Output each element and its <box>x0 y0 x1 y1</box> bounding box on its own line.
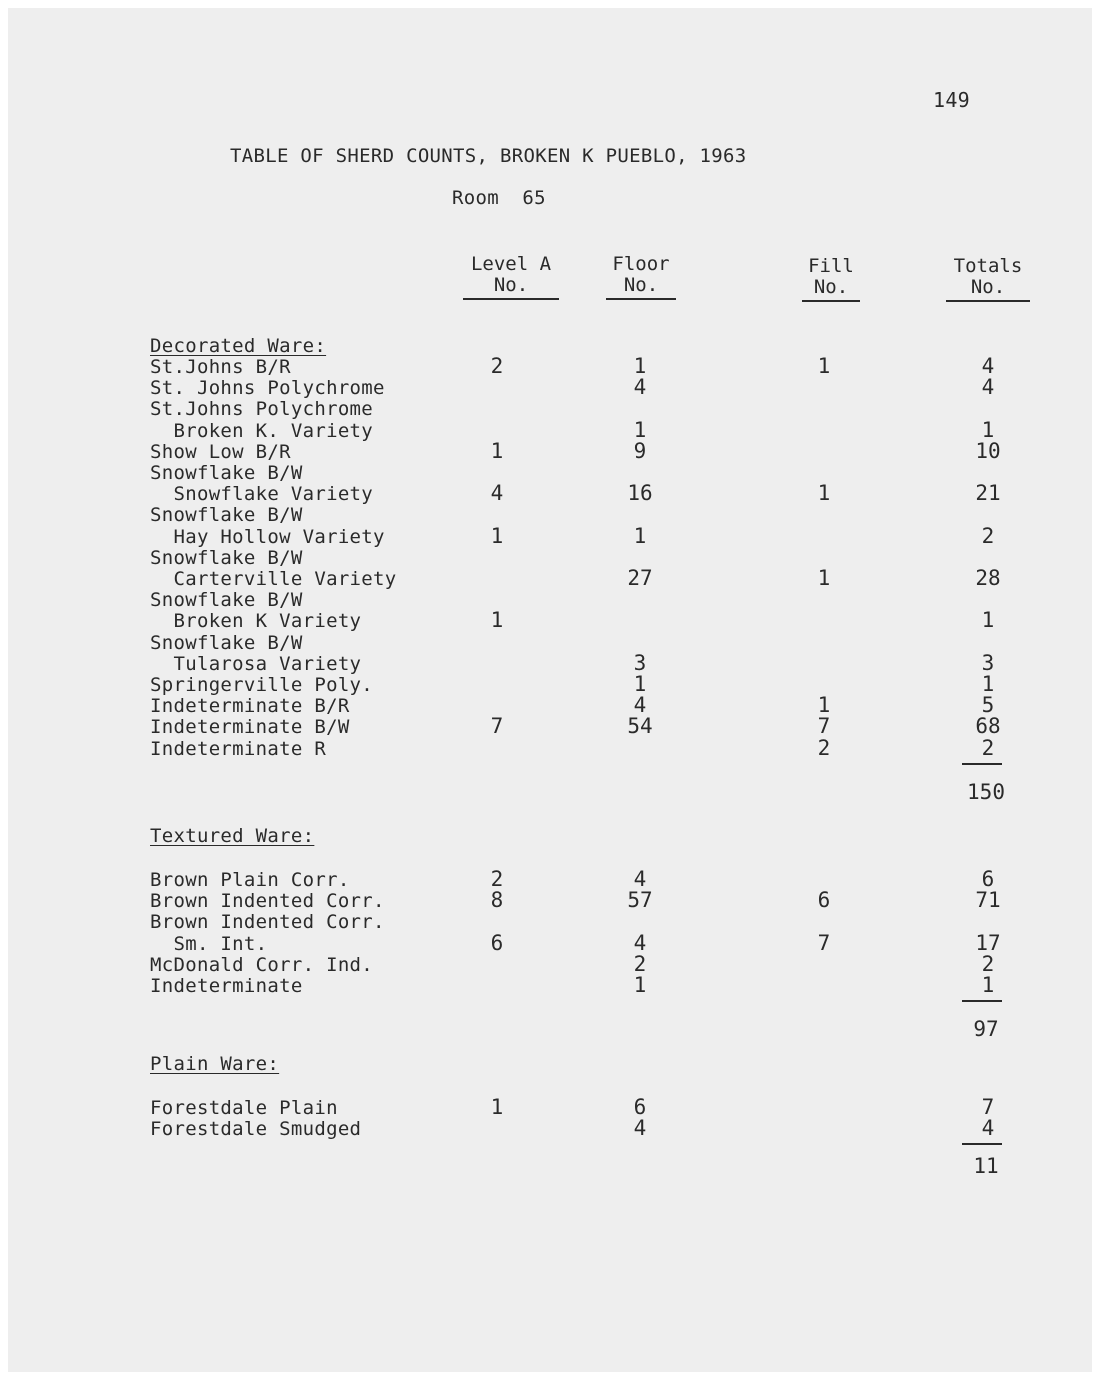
row-label: Indeterminate B/W <box>150 716 350 739</box>
fill-count: 2 <box>817 735 831 760</box>
row-label: Indeterminate B/R <box>150 695 350 718</box>
column-header-floor <box>606 254 676 300</box>
floor-count: 1 <box>633 672 647 696</box>
level-a-count: 4 <box>490 481 504 506</box>
row-total: 71 <box>975 888 1001 913</box>
row-label: St.Johns Polychrome <box>150 398 374 421</box>
floor-count: 1 <box>633 354 647 378</box>
floor-count: 4 <box>633 693 647 718</box>
fill-count: 1 <box>817 481 831 506</box>
row-label: Indeterminate <box>150 975 303 997</box>
level-a-count: 2 <box>490 867 504 891</box>
row-total: 28 <box>975 566 1001 590</box>
row-label: Brown Plain Corr. <box>150 869 350 891</box>
row-total: 1 <box>981 672 995 696</box>
floor-count: 4 <box>633 930 647 955</box>
row-total: 17 <box>975 930 1001 955</box>
floor-count: 16 <box>627 481 653 506</box>
column-label: Level A <box>470 253 552 275</box>
room-label: Room 65 <box>452 187 546 209</box>
row-total: 1 <box>981 417 995 442</box>
row-label: Broken K. Variety <box>150 419 374 442</box>
sum-rule <box>962 1000 1002 1002</box>
column-label: Totals <box>953 255 1023 277</box>
level-a-count: 1 <box>490 608 504 633</box>
column-sublabel: No. <box>802 277 860 302</box>
page-number: 149 <box>933 88 971 112</box>
row-label: Indeterminate R <box>150 737 327 760</box>
row-label: Broken K Variety <box>150 610 362 633</box>
column-sublabel: No. <box>463 275 559 300</box>
floor-count: 27 <box>627 566 653 590</box>
section-heading: Decorated Ware: <box>150 335 327 357</box>
row-label: Forestdale Plain <box>150 1097 338 1119</box>
floor-count: 3 <box>633 650 647 675</box>
row-label: Snowflake B/W <box>150 546 303 569</box>
row-total: 3 <box>981 650 995 675</box>
row-label: Tularosa Variety <box>150 652 362 675</box>
level-a-count: 1 <box>490 1095 504 1119</box>
row-label: Snowflake Variety <box>150 483 374 506</box>
level-a-count: 7 <box>490 714 504 739</box>
row-label: Springerville Poly. <box>150 674 374 696</box>
floor-count: 6 <box>633 1095 647 1119</box>
row-label: Brown Indented Corr. <box>150 890 385 913</box>
column-header-level-a <box>463 254 559 300</box>
row-label: St.Johns B/R <box>150 356 291 378</box>
row-label: Hay Hollow Variety <box>150 525 385 548</box>
level-a-count: 6 <box>490 930 504 955</box>
section-heading: Textured Ware: <box>150 825 315 847</box>
column-label: Fill <box>808 255 854 277</box>
floor-count: 9 <box>633 438 647 463</box>
row-total: 2 <box>981 951 995 976</box>
row-total: 2 <box>981 523 995 548</box>
row-total: 4 <box>981 1116 995 1141</box>
fill-count: 6 <box>817 888 831 913</box>
row-total: 1 <box>981 608 995 633</box>
floor-count: 57 <box>627 888 653 913</box>
row-label: Show Low B/R <box>150 440 291 463</box>
floor-count: 4 <box>633 1116 647 1141</box>
row-label: Snowflake B/W <box>150 589 303 612</box>
floor-count: 54 <box>627 714 653 739</box>
row-label: Forestdale Smudged <box>150 1118 362 1141</box>
sum-rule <box>962 763 1002 765</box>
row-label: Carterville Variety <box>150 568 397 590</box>
level-a-count: 8 <box>490 888 504 913</box>
row-total: 6 <box>981 867 995 891</box>
row-total: 7 <box>981 1095 995 1119</box>
row-label: Brown Indented Corr. <box>150 911 385 934</box>
section-heading: Plain Ware: <box>150 1053 280 1075</box>
row-total: 10 <box>975 438 1001 463</box>
section-sum: 97 <box>973 1017 999 1042</box>
row-total: 4 <box>981 375 995 400</box>
column-header-totals <box>946 256 1030 302</box>
row-total: 68 <box>975 714 1001 739</box>
column-header-fill <box>802 256 860 302</box>
level-a-count: 1 <box>490 438 504 463</box>
fill-count: 1 <box>817 566 831 590</box>
row-total: 2 <box>981 735 995 760</box>
fill-count: 1 <box>817 693 831 718</box>
floor-count: 1 <box>633 417 647 442</box>
floor-count: 1 <box>633 973 647 997</box>
column-sublabel: No. <box>946 277 1030 302</box>
sum-rule <box>962 1143 1002 1145</box>
row-label: McDonald Corr. Ind. <box>150 953 374 976</box>
row-label: Snowflake B/W <box>150 462 303 484</box>
row-label: Snowflake B/W <box>150 504 303 527</box>
floor-count: 1 <box>633 523 647 548</box>
row-total: 5 <box>981 693 995 718</box>
row-label: Sm. Int. <box>150 932 268 955</box>
level-a-count: 1 <box>490 523 504 548</box>
row-label: St. Johns Polychrome <box>150 377 385 400</box>
row-total: 4 <box>981 354 995 378</box>
row-total: 1 <box>981 973 995 997</box>
column-sublabel: No. <box>606 275 676 300</box>
fill-count: 7 <box>817 930 831 955</box>
section-sum: 150 <box>967 779 1005 804</box>
fill-count: 7 <box>817 714 831 739</box>
fill-count: 1 <box>817 354 831 378</box>
row-total: 21 <box>975 481 1001 506</box>
floor-count: 2 <box>633 951 647 976</box>
floor-count: 4 <box>633 867 647 891</box>
column-label: Floor <box>612 253 670 275</box>
section-sum: 11 <box>973 1154 999 1179</box>
table-title: TABLE OF SHERD COUNTS, BROKEN K PUEBLO, 1963 <box>230 145 747 167</box>
floor-count: 4 <box>633 375 647 400</box>
row-label: Snowflake B/W <box>150 631 303 654</box>
level-a-count: 2 <box>490 354 504 378</box>
